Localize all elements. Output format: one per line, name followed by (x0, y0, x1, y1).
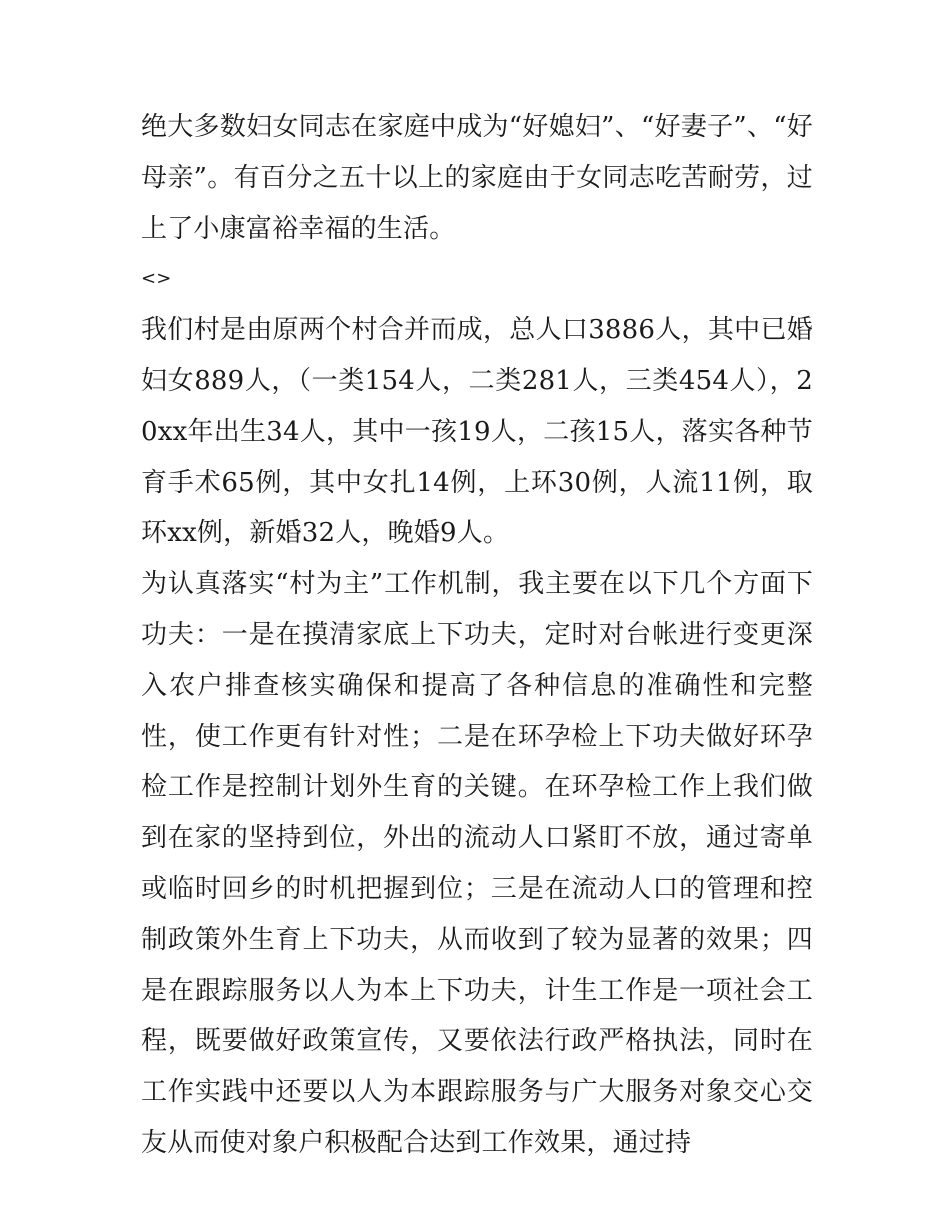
document-body (141, 102, 813, 1169)
section-separator: <> (141, 268, 172, 290)
paragraph-family-roles: 绝大多数妇女同志在家庭中成为“好媳妇”、“好妻子”、“好母亲”。有百分之五十以上的家庭由于女同志吃苦耐劳，过上了小康富裕幸福的生活。 (141, 112, 813, 244)
paragraph-work-mechanism: 为认真落实“村为主”工作机制，我主要在以下几个方面下功夫：一是在摸清家底上下功夫，定时对台帐进行变更深入农户排查核实确保和提高了各种信息的准确性和完整性，使工作更有针对性；二是在环孕检上下功夫做好环孕检工作是控制计划外生育的关键。在环孕检工作上我们做到在家的坚持到位，外出的流动人口紧盯不放，通过寄单或临时回乡的时机把握到位；三是在流动人口的管理和控制政策外生育上下功夫，从而收到了较为显著的效果；四是在跟踪服务以人为本上下功夫，计生工作是一项社会工程，既要做好政策宣传，又要依法行政严格执法，同时在工作实践中还要以人为本跟踪服务与广大服务对象交心交友从而使对象户积极配合达到工作效果，通过持 (141, 569, 813, 1158)
paragraph-population-stats: 我们村是由原两个村合并而成，总人口3886人，其中已婚妇女889人，（一类154人，二类281人，三类454人），20xx年出生34人，其中一孩19人，二孩15人，落实各种节育手术65例，其中女扎14例，上环30例，人流11例，取环xx例，新婚32人，晚婚9人。 (141, 315, 813, 549)
